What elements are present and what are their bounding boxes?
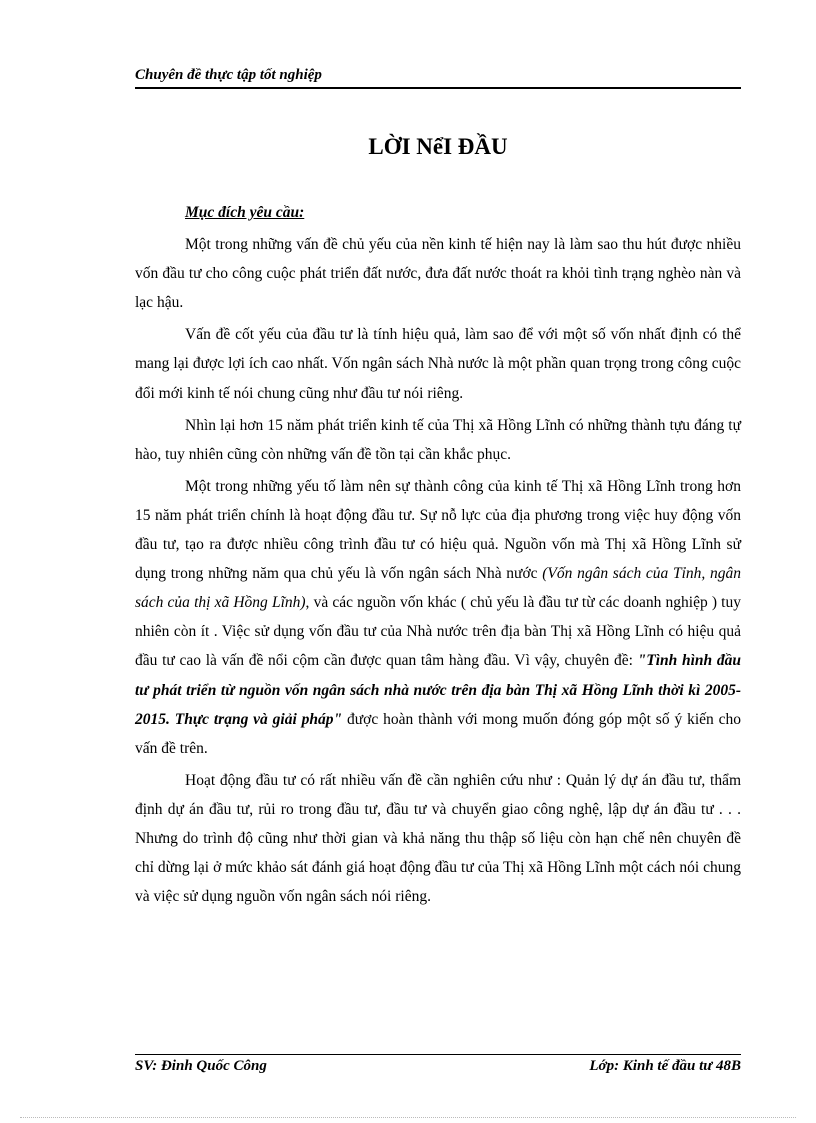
paragraph-3: Nhìn lại hơn 15 năm phát triển kinh tế của Thị xã Hồng Lĩnh có những thành tựu đáng tự hào, tuy nhiên cũng còn những vấn đề tồn tại cần khắc phục. — [135, 416, 741, 463]
paragraph-1: Một trong những vấn đề chủ yếu của nền kinh tế hiện nay là làm sao thu hút được nhiều vốn đầu tư cho công cuộc phát triển đất nước, đưa đất nước thoát ra khỏi tình trạng nghèo nàn và lạc hậu. — [135, 236, 741, 312]
page-bottom-divider — [20, 1117, 796, 1118]
page-title: LỜI NểI ĐẦU — [368, 134, 508, 159]
paragraph-4-text-cont: , và các nguồn vốn khác ( chủ yếu là đầu tư từ các doanh nghiệp ) tuy nhiên còn ít . Việc sử dụng vốn đầu tư của Nhà nước trên địa bàn Thị xã Hồng Lĩnh có hiệu quả đầu tư cao là vấn đề nổi cộm cần được quan tâm hàng đầu. Vì vậy, chuyên đề: — [135, 594, 741, 670]
paragraph-4 — [135, 472, 741, 763]
thesis-topic-title: "Tình hình đầu tư phát triển từ nguồn vốn ngân sách nhà nước trên địa bàn Thị xã Hồng Lĩnh thời kì 2005-2015. Thực trạng và giải pháp" — [135, 652, 741, 728]
running-footer — [135, 1054, 741, 1075]
paragraph-5: Hoạt động đầu tư có rất nhiều vấn đề cần nghiên cứu như : Quản lý dự án đầu tư, thẩm định dự án đầu tư, rủi ro trong đầu tư, đầu tư và chuyển giao công nghệ, lập dự án đầu tư . . . Nhưng do trình độ cũng như thời gian và khả năng thu thập số liệu còn hạn chế nên chuyên đề chỉ dừng lại ở mức khảo sát đánh giá hoạt động đầu tư của Thị xã Hồng Lĩnh một cách nói chung và việc sử dụng nguồn vốn ngân sách nói riêng. — [135, 771, 741, 906]
document-body — [135, 198, 741, 914]
paragraph-4-text-end: được hoàn thành với mong muốn đóng góp một số ý kiến cho vấn đề trên. — [135, 710, 741, 757]
paragraph-4-text: Một trong những yếu tố làm nên sự thành công của kinh tế Thị xã Hồng Lĩnh trong hơn 15 năm phát triển chính là hoạt động đầu tư. Sự nỗ lực của địa phương trong việc huy động vốn đầu tư, tạo ra được nhiều công trình đầu tư có hiệu quả. Nguồn vốn mà Thị xã Hồng Lĩnh sử dụng trong những năm qua chủ yếu là vốn ngân sách Nhà nước — [135, 477, 741, 583]
paragraph-4-italic-note: (Vốn ngân sách của Tỉnh, ngân sách của thị xã Hồng Lĩnh) — [135, 565, 741, 612]
footer-class: Lớp: Kinh tế đầu tư 48B — [589, 1058, 741, 1074]
running-header: Chuyên đề thực tập tốt nghiệp — [135, 67, 741, 89]
subheading: Mục đích yêu cầu: — [185, 204, 305, 221]
footer-student: SV: Đinh Quốc Công — [135, 1058, 267, 1074]
paragraph-2: Vấn đề cốt yếu của đầu tư là tính hiệu quả, làm sao để với một số vốn nhất định có thể mang lại được lợi ích cao nhất. Vốn ngân sách Nhà nước là một phần quan trọng trong công cuộc đổi mới kinh tế nói chung cũng như đầu tư nói riêng. — [135, 326, 741, 402]
